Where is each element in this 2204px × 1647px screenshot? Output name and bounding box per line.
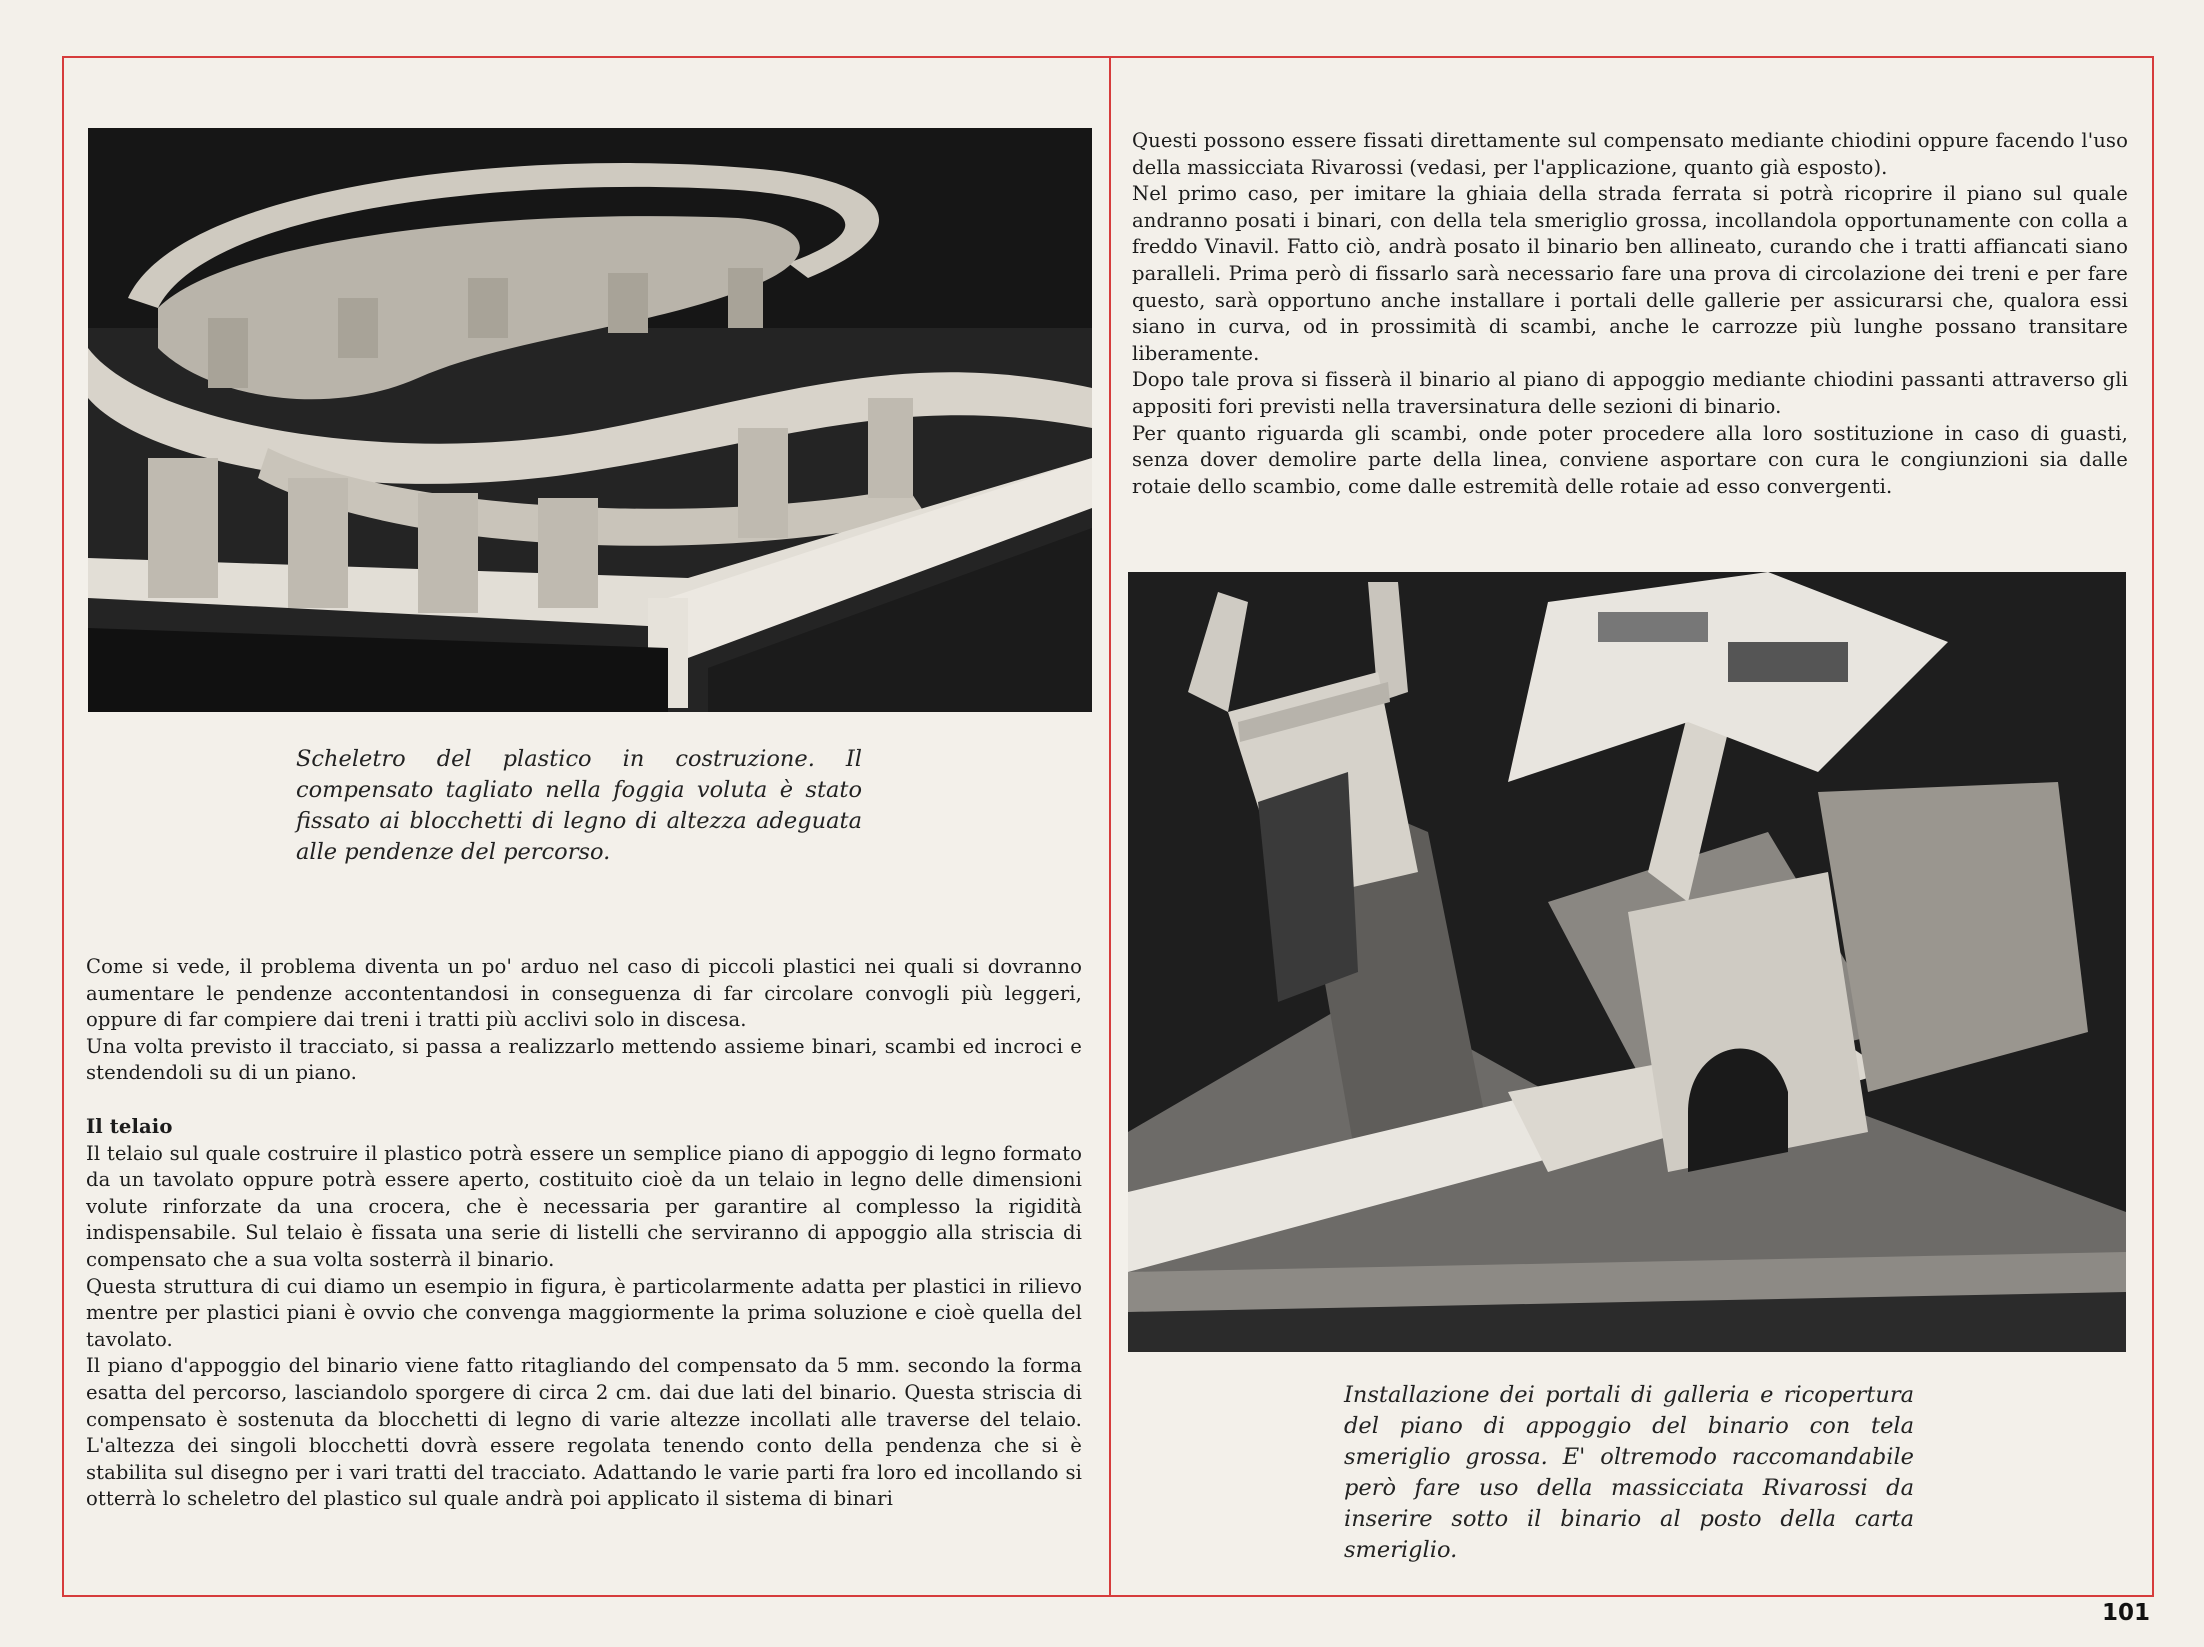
column-divider [1109, 56, 1111, 1597]
tunnel-portals-photo [1128, 572, 2126, 1352]
paragraph: Questi possono essere fissati direttamente sul compensato mediante chiodini oppure facendo l'uso della massicciata Rivarossi (vedasi, per l'applicazione, quanto già esposto). [1132, 129, 2128, 179]
right-column-text [1132, 128, 2128, 500]
paragraph: Come si vede, il problema diventa un po' arduo nel caso di piccoli plastici nei quali si dovranno aumentare le pendenze accontentandosi in conseguenza di far circolare convogli più leggeri, oppure di far compiere dai treni i tratti più acclivi solo in discesa. [86, 955, 1082, 1032]
page-number: 101 [2101, 1600, 2150, 1626]
layout-skeleton-photo [88, 128, 1092, 712]
left-column-text [86, 954, 1082, 1513]
paragraph: Questa struttura di cui diamo un esempio in figura, è particolarmente adatta per plastici in rilievo mentre per plastici piani è ovvio che convenga maggiormente la prima soluzione e cioè quella del tavolato. [86, 1274, 1082, 1351]
paragraph: Una volta previsto il tracciato, si passa a realizzarlo mettendo assieme binari, scambi ed incroci e stendendoli su di un piano. [86, 1034, 1082, 1085]
paragraph: Nel primo caso, per imitare la ghiaia della strada ferrata si potrà ricoprire il piano sul quale andranno posati i binari, con della tela smeriglio grossa, incollandola opportunamente con colla a freddo Vinavil. Fatto ciò, andrà posato il binario ben allineato, curando che i tratti affiancati siano paralleli. Prima però di fissarlo sarà necessario fare una prova di circolazione dei treni e per fare questo, sarà opportuno anche installare i portali delle gallerie per assicurarsi che, qualora essi siano in curva, od in prossimità di scambi, anche le carrozze più lunghe possano transitare liberamente. [1132, 182, 2128, 365]
paragraph: Il piano d'appoggio del binario viene fatto ritagliando del compensato da 5 mm. secondo la forma esatta del percorso, lasciandolo sporgere di circa 2 cm. dai due lati del binario. Questa striscia di compensato è sostenuta da blocchetti di legno di varie altezze incollati alle traverse del telaio. L'altezza dei singoli blocchetti dovrà essere regolata tenendo conto della pendenza che si è stabilita sul disegno per i vari tratti del tracciato. Adattando le varie parti fra loro ed incollando si otterrà lo scheletro del plastico sul quale andrà poi applicato il sistema di binari [86, 1354, 1082, 1511]
paragraph: Dopo tale prova si fisserà il binario al piano di appoggio mediante chiodini passanti attraverso gli appositi fori previsti nella traversinatura delle sezioni di binario. [1132, 368, 2128, 418]
paragraph: Per quanto riguarda gli scambi, onde poter procedere alla loro sostituzione in caso di guasti, senza dover demolire parte della linea, conviene asportare con cura le congiunzioni sia dalle rotaie dello scambio, come dalle estremità delle rotaie ad esso convergenti. [1132, 421, 2128, 498]
paragraph: Il telaio sul quale costruire il plastico potrà essere un semplice piano di appoggio di legno formato da un tavolato oppure potrà essere aperto, costituito cioè da un telaio in legno delle dimensioni volute rinforzate da una crocera, che è necessaria per garantire al complesso la rigidità indispensabile. Sul telaio è fissata una serie di listelli che serviranno di appoggio alla striscia di compensato che a sua volta sosterrà il binario. [86, 1141, 1082, 1271]
figure-caption-2: Installazione dei portali di galleria e ricopertura del piano di appoggio del binario con tela smeriglio grossa. E' oltremodo raccomandabile però fare uso della massicciata Rivarossi da inserire sotto il binario al posto della carta smeriglio. [1344, 1382, 1914, 1563]
figure-caption-1: Scheletro del plastico in costruzione. Il compensato tagliato nella foggia voluta è stato fissato ai blocchetti di legno di altezza adeguata alle pendenze del percorso. [296, 746, 862, 865]
section-heading: Il telaio [86, 1114, 173, 1138]
